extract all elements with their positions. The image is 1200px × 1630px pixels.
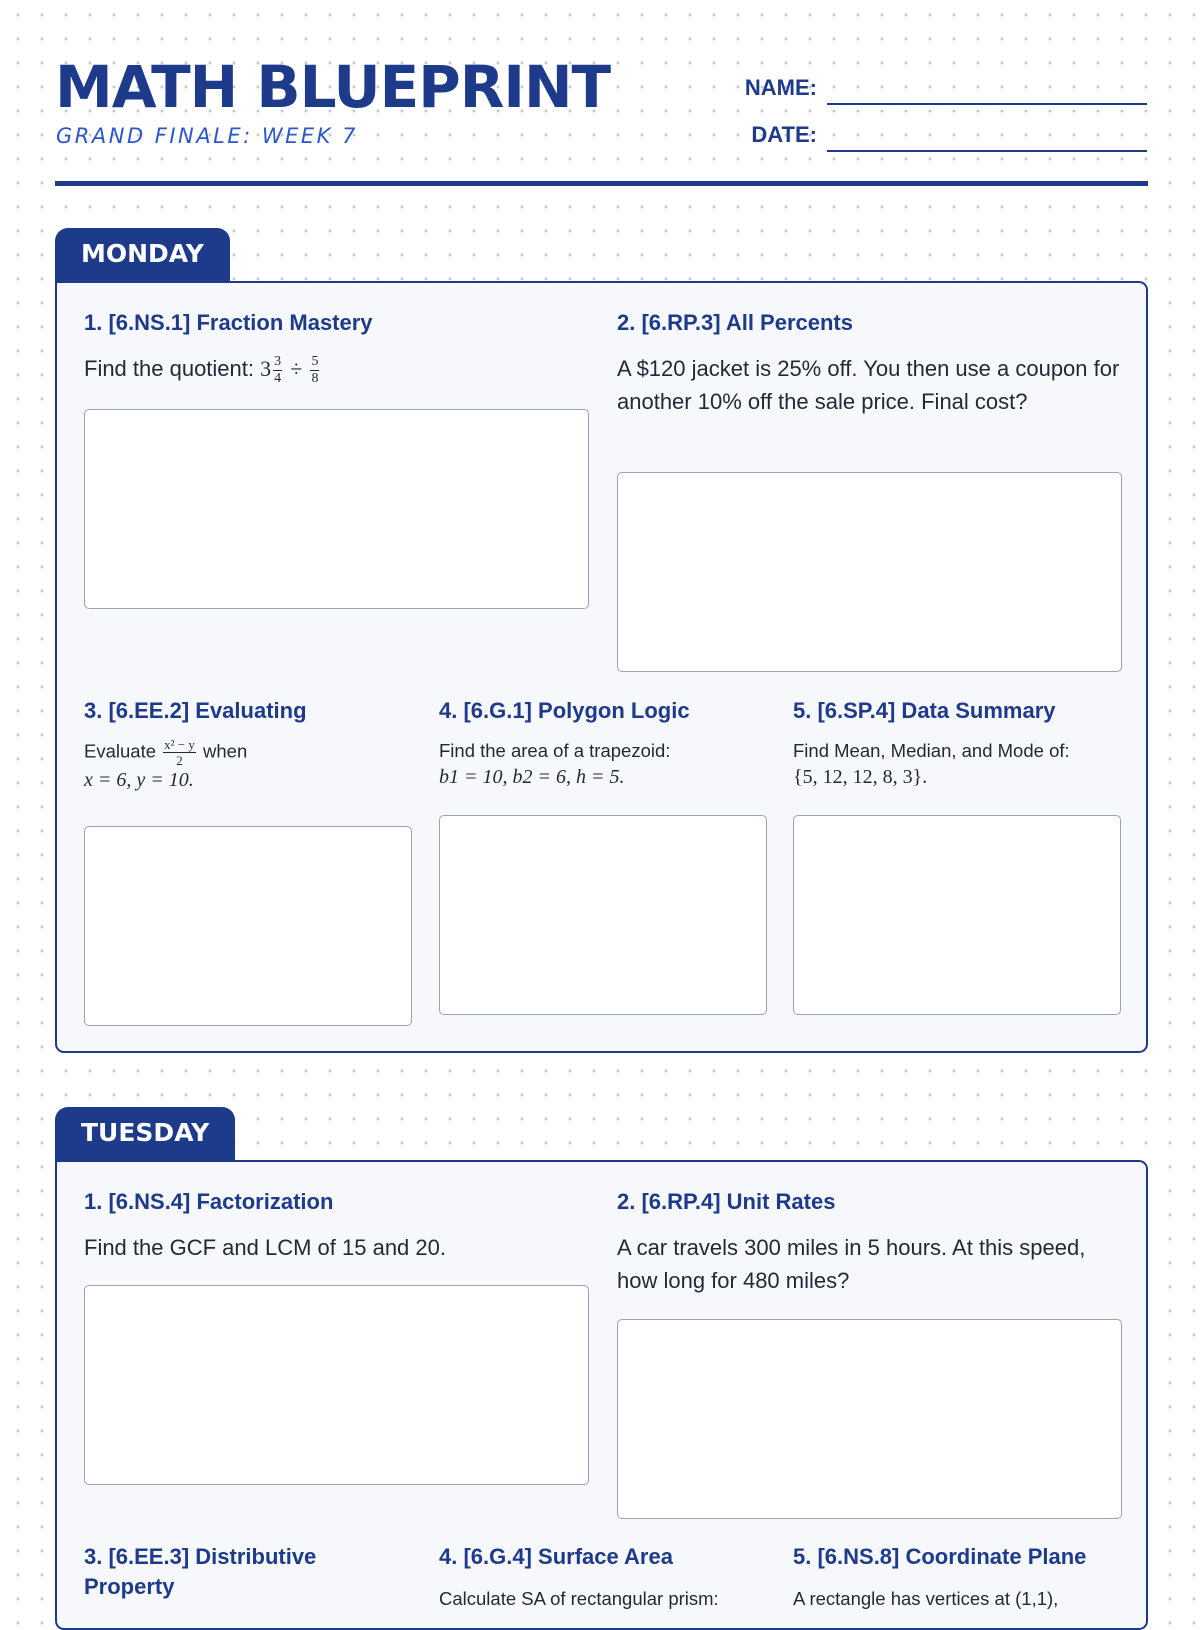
problem-prompt: Find the quotient:	[84, 356, 255, 381]
expression-fraction	[163, 738, 196, 767]
fraction-2	[310, 355, 319, 386]
monday-problem-2	[617, 308, 1122, 418]
numerator: x² − y	[164, 737, 195, 752]
data-set: {5, 12, 12, 8, 3}.	[793, 766, 928, 788]
answer-box-monday-5[interactable]	[793, 815, 1121, 1015]
tab-monday: MONDAY	[55, 228, 230, 282]
problem-prompt: Find the area of a trapezoid:	[439, 740, 671, 761]
answer-box-monday-1[interactable]	[84, 409, 589, 609]
monday-problem-4	[439, 696, 769, 790]
problem-title: 2. [6.RP.3] All Percents	[617, 310, 853, 335]
problem-title: 5. [6.NS.8] Coordinate Plane	[793, 1544, 1087, 1569]
answer-box-monday-4[interactable]	[439, 815, 767, 1015]
problem-text: A $120 jacket is 25% off. You then use a coupon for another 10% off the sale price. Final cost?	[617, 356, 1120, 414]
answer-box-tuesday-2[interactable]	[617, 1319, 1122, 1519]
answer-box-tuesday-1[interactable]	[84, 1285, 589, 1485]
answer-box-monday-3[interactable]	[84, 826, 412, 1026]
problem-title: 3. [6.EE.2] Evaluating	[84, 698, 307, 723]
numerator: 5	[311, 353, 319, 369]
worksheet-header	[55, 52, 1148, 184]
problem-title: 5. [6.SP.4] Data Summary	[793, 698, 1056, 723]
problem-text	[84, 738, 414, 793]
problem-title: 4. [6.G.4] Surface Area	[439, 1544, 673, 1569]
monday-problem-5	[793, 696, 1123, 790]
date-line[interactable]	[827, 150, 1147, 152]
name-label: NAME:	[744, 75, 817, 100]
mixed-number	[260, 354, 284, 387]
header-divider	[55, 181, 1148, 186]
tuesday-problem-2	[617, 1187, 1122, 1297]
problem-title: 2. [6.RP.4] Unit Rates	[617, 1189, 836, 1214]
tuesday-problem-4	[439, 1542, 769, 1612]
monday-card	[55, 281, 1148, 1053]
problem-prompt-end: when	[203, 740, 248, 762]
page-subtitle: GRAND FINALE: WEEK 7	[56, 124, 358, 148]
problem-title: 1. [6.NS.4] Factorization	[84, 1189, 334, 1214]
problem-text	[439, 738, 769, 790]
tab-tuesday: TUESDAY	[55, 1107, 235, 1161]
divide-operator: ÷	[290, 356, 303, 381]
denominator: 4	[274, 371, 282, 387]
problem-text: Find the GCF and LCM of 15 and 20.	[84, 1235, 446, 1260]
tuesday-problem-3	[84, 1542, 404, 1602]
problem-prompt: Find Mean, Median, and Mode of:	[793, 740, 1070, 761]
monday-problem-3	[84, 696, 414, 793]
problem-text	[84, 352, 589, 386]
problem-text	[793, 738, 1123, 790]
tuesday-problem-1	[84, 1187, 589, 1264]
problem-text: Calculate SA of rectangular prism:	[439, 1588, 719, 1609]
denominator: 8	[311, 370, 319, 386]
whole-part: 3	[260, 356, 272, 381]
page-title: MATH BLUEPRINT	[55, 53, 611, 121]
name-line[interactable]	[827, 103, 1147, 105]
monday-problem-1	[84, 308, 589, 386]
problem-text: A rectangle has vertices at (1,1),	[793, 1588, 1059, 1609]
problem-title: 1. [6.NS.1] Fraction Mastery	[84, 310, 373, 335]
problem-prompt: Evaluate	[84, 740, 156, 762]
fraction-1	[273, 355, 282, 386]
denominator: 2	[176, 753, 183, 768]
variable-values: x = 6, y = 10.	[84, 769, 194, 791]
trapezoid-values: b1 = 10, b2 = 6, h = 5.	[439, 766, 625, 788]
numerator: 3	[274, 354, 282, 370]
problem-title: 3. [6.EE.3] Distributive Property	[84, 1544, 317, 1599]
problem-text: A car travels 300 miles in 5 hours. At this speed, how long for 480 miles?	[617, 1235, 1086, 1293]
date-label: DATE:	[751, 122, 817, 147]
problem-title: 4. [6.G.1] Polygon Logic	[439, 698, 690, 723]
tuesday-problem-5	[793, 1542, 1123, 1612]
answer-box-monday-2[interactable]	[617, 472, 1122, 672]
tuesday-card	[55, 1160, 1148, 1630]
